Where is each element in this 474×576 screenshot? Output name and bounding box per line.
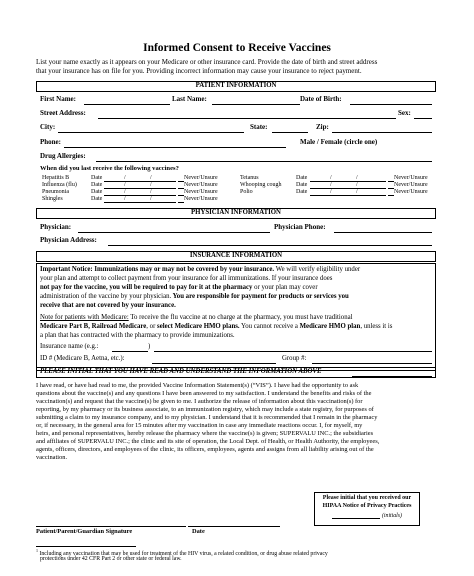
date-slash: /: [330, 182, 332, 188]
first-name-label: First Name:: [40, 95, 76, 103]
never-unsure-label: Never/Unsure: [394, 175, 428, 181]
intro-line-1: List your name exactly as it appears on your Medicare or other insurance card. Provide the date of birth and street address: [36, 58, 378, 66]
consent-line: vaccination.: [36, 454, 68, 461]
vaccine-date-field[interactable]: [104, 195, 176, 196]
vaccine-name: Pneumonia: [42, 189, 69, 195]
physician-field[interactable]: [78, 232, 270, 233]
vaccine-name: Influenza (flu): [42, 182, 77, 188]
vaccine-date-field[interactable]: [104, 188, 176, 189]
form-title: Informed Consent to Receive Vaccines: [143, 42, 331, 54]
vaccines-question: When did you last receive the following vaccines?: [40, 165, 179, 172]
date-slash: /: [150, 189, 152, 195]
date-slash: /: [356, 182, 358, 188]
notice-line4-bold: You are responsible for payment for products or services you: [171, 293, 349, 300]
medicare-rest: To receive the flu vaccine at no charge at the pharmacy, you must have traditional: [128, 314, 353, 321]
vaccine-date-field[interactable]: [310, 195, 386, 196]
vaccine-date-label: Date: [296, 175, 308, 181]
zip-field[interactable]: [332, 132, 432, 133]
physician-phone-label: Physician Phone:: [274, 223, 326, 231]
intro-line-2: that your insurance has on file for you. Providing incorrect information may cause your insurance to reject payment.: [36, 67, 362, 75]
consent-line: or, if necessary, in the general area for 15 minutes after my vaccination in case any immediate reactions occur. I, for myself, my: [36, 422, 363, 429]
medicare-b1: Medicare Part B, Railroad Medicare: [40, 323, 147, 330]
never-unsure-field[interactable]: [178, 202, 184, 203]
never-unsure-label: Never/Unsure: [184, 182, 218, 188]
date-slash: /: [150, 196, 152, 202]
vaccine-date-label: Date: [91, 189, 103, 195]
medicare-label: Note for patients with Medicare:: [40, 314, 129, 321]
notice-line-4: [40, 294, 349, 301]
phone-label: Phone:: [40, 138, 61, 146]
medicare-r1: , or: [146, 323, 158, 330]
consent-line: heirs, and personal representatives, hereby release the pharmacy where the vaccine(s) is given; SUPERVALU INC.; the subsidiaries: [36, 430, 374, 437]
street-field[interactable]: [98, 118, 396, 119]
consent-line: agents, officers, directors, and employees of the clinic, its officers, employees, agents and assigns from all liability arising out of the: [36, 446, 374, 453]
date-slash: /: [124, 196, 126, 202]
medicare-line-1: [40, 315, 353, 322]
signature-date-field[interactable]: [188, 526, 280, 527]
footnote-marker: 1: [36, 548, 38, 553]
date-slash: /: [124, 175, 126, 181]
hipaa-line-2: HIPAA Notice of Privacy Practices: [322, 503, 412, 509]
footnote-line-2: protections under 42 CFR Part 2 or other state or federal law.: [40, 556, 182, 562]
notice-line-1: [40, 267, 360, 274]
group-label: Group #:: [282, 355, 307, 362]
zip-label: Zip:: [316, 123, 329, 131]
insurance-example-field[interactable]: [112, 351, 148, 352]
last-name-label: Last Name:: [172, 95, 207, 103]
patient-header: PATIENT INFORMATION: [195, 82, 277, 89]
vaccine-date-label: Date: [91, 182, 103, 188]
male-female-label: Male / Female (circle one): [300, 138, 378, 146]
physician-address-label: Physician Address:: [40, 236, 97, 244]
notice-bold: Immunizations may or may not be covered by your insurance.: [92, 266, 275, 273]
state-field[interactable]: [272, 132, 308, 133]
notice-line-5: receive that are not covered by your insurance.: [40, 302, 176, 309]
date-slash: /: [356, 189, 358, 195]
insurance-header: INSURANCE INFORMATION: [189, 252, 283, 259]
never-unsure-label: Never/Unsure: [184, 196, 218, 202]
physician-address-field[interactable]: [108, 245, 432, 246]
initial-instruction: PLEASE INITIAL THAT YOU HAVE READ AND UNDERSTAND THE INFORMATION ABOVE: [40, 368, 322, 375]
hipaa-line-1: Please initial that you received our: [322, 495, 412, 501]
notice-line2b: If your insurance does: [270, 275, 333, 282]
vaccine-date-label: Date: [91, 196, 103, 202]
never-unsure-label: Never/Unsure: [394, 182, 428, 188]
date-slash: /: [330, 175, 332, 181]
date-slash: /: [124, 189, 126, 195]
notice-line4: administration of the vaccine by your physician.: [40, 293, 172, 300]
state-label: State:: [250, 123, 268, 131]
vaccine-date-field[interactable]: [310, 181, 386, 182]
notice-line3-rest: or your plan may cover: [252, 284, 318, 291]
medicare-r3: , unless it is: [360, 323, 393, 330]
date-slash: /: [150, 182, 152, 188]
sex-label: Sex:: [398, 109, 411, 117]
never-unsure-field[interactable]: [388, 195, 394, 196]
footnote-text: Including any vaccination that may be used for treatment of the HIV virus, a related condition, or drug abuse related privacy: [38, 550, 328, 557]
medicare-b3: Medicare HMO plan: [299, 323, 361, 330]
city-label: City:: [40, 123, 56, 131]
signature-label: Patient/Parent/Guardian Signature: [36, 528, 133, 535]
date-slash: /: [330, 189, 332, 195]
consent-line: submitting a claim to my insurance company, and to my physician. I understand that it is recommended that I remain in the pharmacy: [36, 414, 378, 421]
id-field[interactable]: [152, 363, 276, 364]
vaccine-date-label: Date: [91, 175, 103, 181]
physician-header: PHYSICIAN INFORMATION: [191, 209, 281, 216]
consent-line: reporting, by my pharmacy or its business associate, to an immunization registry, which may include a state registry, for purposes of: [36, 406, 374, 413]
medicare-line-3: a plan that has contracted with the pharmacy to provide immunizations.: [40, 332, 235, 339]
notice-line3-bold: not pay for the vaccine, you will be required to pay for it at the pharmacy: [40, 284, 253, 291]
medicare-b2: select Medicare HMO plans.: [157, 323, 240, 330]
first-name-field[interactable]: [84, 104, 170, 105]
notice-rest: We will verify eligibility under: [274, 266, 361, 273]
vaccine-name: Tetanus: [240, 175, 259, 181]
consent-line: and affiliates of SUPERVALU INC.; the clinic and its site of operation, the Local Dept. of Health, or Health Authority, the employees,: [36, 438, 380, 445]
never-unsure-label: Never/Unsure: [394, 189, 428, 195]
phone-field[interactable]: [64, 147, 286, 148]
city-field[interactable]: [58, 132, 244, 133]
vaccine-name: Shingles: [42, 196, 63, 202]
signature-field[interactable]: [36, 526, 186, 527]
vaccine-name: Hepatitis B: [42, 175, 70, 181]
vaccine-date-field[interactable]: [104, 202, 176, 203]
notice-label: Important Notice:: [40, 266, 93, 273]
vaccine-name: Whooping cough: [240, 182, 282, 188]
id-label: ID # (Medicare B, Aetna, etc.):: [40, 355, 125, 362]
consent-line: I have read, or have had read to me, the provided Vaccine Information Statement(s) (“VIS”). I have had the opportunity to ask: [36, 382, 359, 389]
insurance-name-close: ): [148, 343, 151, 350]
initial-field[interactable]: [352, 376, 432, 377]
hipaa-initial-field[interactable]: [332, 518, 380, 519]
medicare-r2: You cannot receive a: [239, 323, 300, 330]
group-field[interactable]: [312, 363, 432, 364]
footnote-divider: [36, 546, 136, 547]
insurance-name-label: Insurance name (e.g.:: [40, 343, 99, 350]
vaccine-name: Polio: [240, 189, 253, 195]
vaccine-date-field[interactable]: [104, 181, 176, 182]
never-unsure-label: Never/Unsure: [184, 175, 218, 181]
hipaa-initials-label: (initials): [382, 513, 402, 519]
date-slash: /: [124, 182, 126, 188]
notice-line-3: [40, 285, 318, 292]
sex-field[interactable]: [414, 118, 432, 119]
notice-line-2: [40, 276, 332, 283]
notice-line2: your plan and attempt to collect payment from your insurance for all immunizations.: [40, 275, 271, 282]
vaccine-date-label: Date: [296, 182, 308, 188]
street-label: Street Address:: [40, 109, 86, 117]
never-unsure-label: Never/Unsure: [184, 189, 218, 195]
physician-phone-field[interactable]: [334, 232, 432, 233]
physician-label: Physician:: [40, 223, 72, 231]
consent-line: questions about the vaccine(s) and any questions I have been answered to my satisfaction. I understand the benefits and risks of the: [36, 390, 372, 397]
medicare-line-2: [40, 324, 392, 331]
allergies-field[interactable]: [96, 161, 432, 162]
dob-label: Date of Birth:: [300, 95, 342, 103]
insurance-name-field[interactable]: [154, 351, 432, 352]
vaccine-date-label: Date: [296, 189, 308, 195]
date-slash: /: [150, 175, 152, 181]
signature-date-label: Date: [192, 528, 205, 535]
allergies-label: Drug Allergies:: [40, 152, 86, 160]
vaccine-date-field[interactable]: [310, 188, 386, 189]
last-name-field[interactable]: [212, 104, 300, 105]
dob-field[interactable]: [350, 104, 432, 105]
date-slash: /: [356, 175, 358, 181]
consent-line: vaccination(s) and request that the vaccine(s) be given to me. I authorize the release of information about this vaccination(s) for: [36, 398, 363, 405]
